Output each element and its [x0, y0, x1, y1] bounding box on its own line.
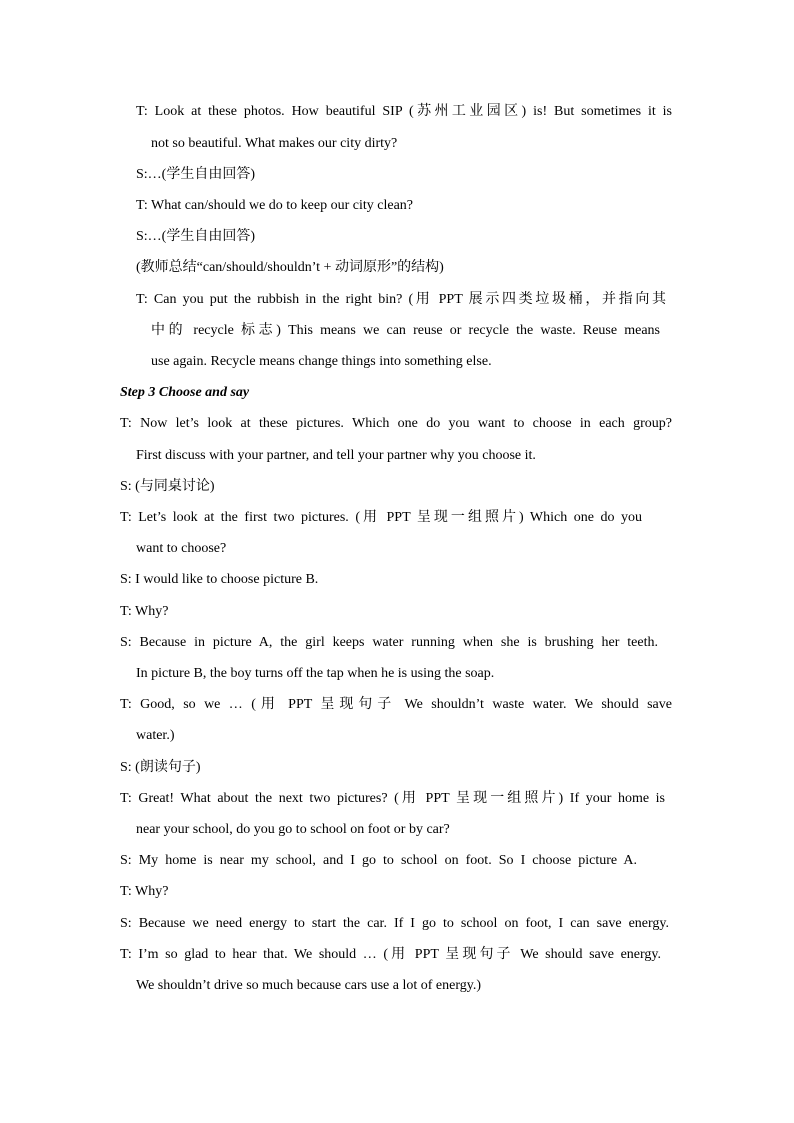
text-line: S:…(学生自由回答) — [136, 167, 255, 182]
text-line: T: I’m so glad to hear that. We should … (用 PPT 呈现句子 We should save energy. — [120, 947, 661, 962]
text-line: 中的 recycle 标志) This means we can reuse or recycle the waste. Reuse means — [151, 323, 660, 338]
text-line: T: Great! What about the next two pictures? (用 PPT 呈现一组照片) If your home is — [120, 791, 665, 806]
text-line: We shouldn’t drive so much because cars use a lot of energy.) — [136, 978, 482, 993]
text-line: (教师总结“can/should/shouldn’t + 动词原形”的结构) — [136, 260, 444, 275]
text-line: S: (与同桌讨论) — [120, 479, 215, 494]
text-line: T: Let’s look at the first two pictures. (用 PPT 呈现一组照片) Which one do you — [120, 510, 642, 525]
text-line: T: Can you put the rubbish in the right bin? (用 PPT 展示四类垃圾桶，并指向其 — [136, 292, 666, 307]
text-line: T: Look at these photos. How beautiful SIP (苏州工业园区) is! But sometimes it is — [136, 104, 672, 119]
text-line: T: What can/should we do to keep our city clean? — [136, 198, 414, 213]
text-line: T: Good, so we … (用 PPT 呈现句子 We shouldn’t waste water. We should save — [120, 697, 672, 712]
text-line: near your school, do you go to school on foot or by car? — [136, 822, 450, 837]
text-line: water.) — [136, 728, 175, 743]
text-line: T: Why? — [120, 884, 169, 899]
text-line: not so beautiful. What makes our city dirty? — [151, 136, 398, 151]
text-line: T: Now let’s look at these pictures. Which one do you want to choose in each group? — [120, 416, 672, 431]
text-line: S: My home is near my school, and I go to school on foot. So I choose picture A. — [120, 853, 637, 868]
text-line: S: I would like to choose picture B. — [120, 572, 319, 587]
text-line: T: Why? — [120, 604, 169, 619]
text-line: S: Because we need energy to start the car. If I go to school on foot, I can save energy. — [120, 916, 669, 931]
text-line: First discuss with your partner, and tell your partner why you choose it. — [136, 448, 536, 463]
text-line: want to choose? — [136, 541, 227, 556]
section-heading: Step 3 Choose and say — [120, 385, 250, 400]
text-line: S: Because in picture A, the girl keeps water running when she is brushing her teeth. — [120, 635, 658, 650]
text-line: S: (朗读句子) — [120, 760, 201, 775]
text-line: use again. Recycle means change things into something else. — [151, 354, 492, 369]
text-line: S:…(学生自由回答) — [136, 229, 255, 244]
text-line: In picture B, the boy turns off the tap when he is using the soap. — [136, 666, 495, 681]
